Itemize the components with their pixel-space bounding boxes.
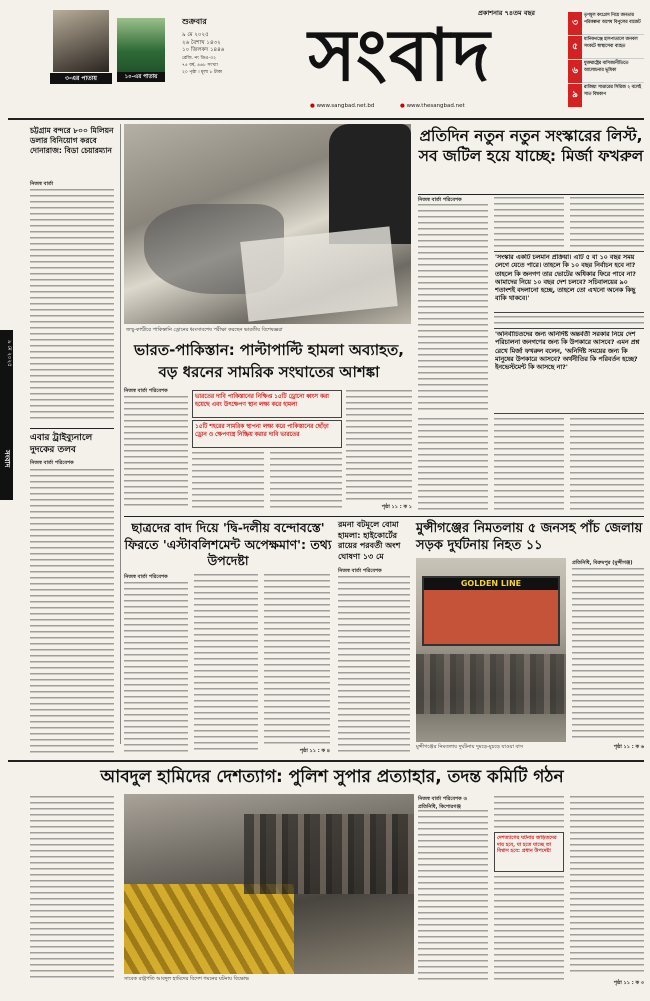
issue-no: ৭৫ বর্ষ, ৪৬৮ সংখ্যা (182, 62, 218, 68)
lead-body-7 (570, 418, 644, 514)
date-en: ৯ মে ২০২৫ (182, 32, 209, 38)
hamid-quote-box (494, 832, 564, 872)
bus (422, 576, 560, 646)
indiapak-box-2 (192, 420, 342, 448)
students-body-2 (194, 574, 258, 754)
hamid-caption: সাবেক রাষ্ট্রপতি আবদুল হামিদের বিদেশ গমনের ঘটনায় বিক্ষোভ (124, 976, 250, 982)
index-text: তৃণমূল কংগ্রেস নিয়ে জনতার পরিকল্পনা অশেষ বিপুলের বাজেট (582, 12, 644, 35)
lead-byline: নিজস্ব বার্তা পরিবেশক (418, 197, 462, 203)
index-text: যুক্তরাষ্ট্রের বাণিজ্যনীতিতে আলোচনার ভূমিকা (582, 60, 644, 83)
hamid-body-4 (570, 796, 644, 976)
students-headline[interactable]: ছাত্রদের বাদ দিয়ে 'দ্বি-দলীয় বন্দোবস্তে' ফিরতে 'এস্টাবলিশমেন্ট অপেক্ষমাণ': তথ্য উপদেষ্টা (124, 520, 332, 568)
ramna-headline[interactable]: রমনা বটমূলে বোমা হামলা: হাইকোর্টের রায়ের পরবর্তী অংশ ঘোষণা ১৩ মে (338, 520, 401, 561)
bus-sign: GOLDEN LINE (424, 578, 558, 590)
index-item[interactable] (568, 84, 644, 107)
indiapak-box-2-text: ১৫টি শহরের সামরিক স্থাপনা লক্ষ্য করে পাকিস্তানের ছোঁড়া ড্রোন ও ক্ষেপণাস্ত্র নিষ্ক্রিয় করার দাবি ভারতের (195, 424, 329, 438)
side-brand: সংবাদ (3, 450, 11, 468)
reg-no: রেজি. নং ডিএ-৩২ (182, 55, 217, 61)
website-2-text: www.thesangbad.net (406, 103, 465, 109)
promo-photo-mid (117, 18, 165, 78)
indiapak-body-2 (192, 452, 264, 510)
crowd (416, 654, 566, 714)
accident-headline[interactable]: মুন্সীগঞ্জের নিমতলায় ৫ জনসহ পাঁচ জেলায় সড়ক দুর্ঘটনায় নিহত ১১ (416, 521, 643, 553)
ramna-byline: নিজস্ব বার্তা পরিবেশক (338, 568, 382, 574)
indiapak-cont[interactable]: পৃষ্ঠা ১১ : ক ১ (381, 504, 412, 510)
promo-left-byline: নিজস্ব বার্তা (30, 181, 54, 187)
accident-cont[interactable]: পৃষ্ঠা ১১ : ক ৬ (613, 744, 644, 750)
date-block (182, 16, 244, 76)
promo-label-mid[interactable]: ১০-এর পাতায় (117, 72, 165, 82)
students-body-1 (124, 582, 188, 754)
ramna-body (338, 576, 410, 754)
website-2[interactable] (400, 103, 465, 109)
index-item[interactable] (568, 36, 644, 59)
indiapak-headline-1[interactable]: ভারত-পাকিস্তান: পাল্টাপাল্টি হামলা অব্যাহত, (134, 341, 404, 359)
price: ২০ পৃষ্ঠা । মূল্য ৮ টাকা (182, 69, 223, 75)
lead-body-6 (494, 418, 564, 514)
index-number: ৯ (568, 84, 582, 107)
hamid-byline: নিজস্ব বার্তা পরিবেশক ও প্রতিনিধি, কিশোরগঞ্জ (418, 796, 468, 810)
indiapak-byline: নিজস্ব বার্তা পরিবেশক (124, 388, 168, 394)
tribunal-headline[interactable]: এবার ট্রাইব্যুনালে দুদকের তলব (30, 433, 93, 455)
lead-pullquote-2 (494, 328, 644, 414)
date-bn: ২৬ বৈশাখ ১৪৩২ (182, 39, 221, 46)
hamid-quote-text: দেশত্যাগের ঘটনায় জড়িতদের দায় হবে, যা হতে যাচ্ছে তা বিশ্বাস হবে: প্রধান উপদেষ্টা (497, 835, 557, 855)
tribunal-rule (30, 428, 114, 429)
lead-pullquote-1 (494, 251, 644, 313)
lead-body-2 (494, 197, 564, 249)
lead-pullquote-1-text: 'সংস্কার একটি চলমান প্রক্রিয়া। এটি ৫ বা ১০ বছর সময় লেগে যেতে পারে। তাহলে কি ১০ বছর নির্বাচন হবে না? তাহলে কি জনগণ তার ভোটের অধিকার ফিরে পাবে না? আমাদের নিয়ে ১০ বছর দেশ চলবে? সচিবালয়ের ৯০ শতাংশই বদলানো হচ্ছে, তাহলে তো এখনো অনেক কিছু বাকি থাকবে।' (495, 254, 636, 303)
tribunal-body (30, 469, 114, 757)
students-cont[interactable]: পৃষ্ঠা ১১ : ক ৪ (299, 748, 330, 754)
students-byline: নিজস্ব বার্তা পরিবেশক (124, 574, 168, 580)
accident-byline: প্রতিনিধি, বিক্রমপুর (মুন্সীগঞ্জ) (572, 560, 633, 566)
masthead (0, 0, 650, 122)
side-date-strip (0, 330, 13, 500)
drone-photo (124, 124, 411, 324)
hamid-left-body (30, 796, 114, 982)
photo-figure (329, 124, 411, 244)
barricade (124, 884, 294, 974)
globe-icon: ● (310, 103, 315, 109)
indiapak-box-1 (192, 390, 342, 418)
indiapak-body-1 (124, 396, 188, 510)
lead-body-1 (418, 204, 488, 412)
mid-rule (124, 516, 644, 517)
students-body-3 (264, 574, 330, 746)
day: শুক্রবার (182, 17, 207, 26)
promo-label-left[interactable]: ৩-এর পাতায় (50, 73, 112, 84)
lead-pullquote-2-text: 'অনির্বাচিতদের জন্য অনির্দিষ্ট অন্তর্বর্তী সরকার নিয়ে দেশ পরিচালনা জনগণের জন্য কি উপকারে আসবে? এমন প্রশ্ন রেখে মির্জা ফখরুল বলেন, 'অনির্দিষ্ট সময়ের জন্য কি মানুষের উপকারে আসবে? অর্থনীতির কি পরিবর্তন হচ্ছে? ইনভেস্টমেন্ট কি আসছে না?' (495, 331, 640, 372)
hamid-headline[interactable]: আবদুল হামিদের দেশত্যাগ: পুলিশ সুপার প্রত্যাহার, তদন্ত কমিটি গঠন (100, 767, 564, 787)
date-hijri: ১০ জিলকদ ১৪৪৬ (182, 47, 225, 53)
lead-body-4 (494, 316, 644, 326)
website-1[interactable] (310, 103, 374, 109)
index-text: মানিকগঞ্জে হাসপাতালে জনবল সংকটে স্বাস্থ্যসেবা ব্যাহত (582, 36, 644, 59)
website-1-text: www.sangbad.net.bd (316, 103, 375, 109)
hamid-photo (124, 794, 414, 974)
promo-left-body (30, 189, 114, 421)
hamid-cont[interactable]: পৃষ্ঠা ১১ : ক ৩ (613, 980, 644, 986)
drone-photo-caption: জম্মু-কাশ্মীরে পাকিস্তানি ড্রোনের ধ্বংসাবশেষ পরীক্ষা করছেন ভারতীয় বিশেষজ্ঞরা (126, 327, 283, 333)
bottom-rule (8, 760, 644, 762)
index-number: ৬ (568, 60, 582, 83)
index-number: ৩ (568, 12, 582, 35)
index-box (568, 12, 644, 106)
index-text: রাজিয়া সাত্তারের সিরিজ ২ বলেই সাত বিশ্বকাপ (584, 85, 642, 97)
index-item[interactable] (568, 60, 644, 83)
photo-sheet (240, 226, 398, 321)
index-number: ৫ (568, 36, 582, 59)
index-item[interactable] (568, 12, 644, 35)
accident-photo (416, 558, 566, 742)
indiapak-body-4 (346, 390, 412, 502)
lead-body-5 (418, 418, 488, 514)
globe-icon: ● (400, 103, 405, 109)
hamid-body-2 (494, 796, 564, 830)
indiapak-headline-2[interactable]: বড় ধরনের সামরিক সংঘাতের আশঙ্কা (158, 363, 380, 381)
masthead-rule (8, 118, 644, 120)
crowd (244, 814, 414, 894)
lead-headline[interactable]: প্রতিদিন নতুন নতুন সংস্কারের লিস্ট, সব জটিল হয়ে যাচ্ছে: মির্জা ফখরুল (418, 127, 644, 165)
tagline: প্রকাশনার ৭৪তম বছর (477, 9, 535, 17)
accident-body (572, 568, 644, 740)
indiapak-box-1-text: ভারতের দাবি পাকিস্তানের নিক্ষিপ্ত ১৫টি ড্রোনো ধ্বংস করা হয়েছে এবং উৎক্ষেপণ স্থান লক্ষ্য করে হামলা (195, 394, 329, 408)
indiapak-body-3 (270, 452, 342, 510)
accident-caption: মুন্সীগঞ্জের নিমতলায় দুর্ঘটনায় দুমড়ে-মুচড়ে যাওয়া বাস (416, 744, 524, 750)
side-date: ৯ মে ২০২৫ (6, 340, 12, 367)
promo-photo-left (53, 10, 109, 72)
hamid-body-3 (494, 876, 564, 982)
tribunal-byline: নিজস্ব বার্তা পরিবেশক (30, 460, 74, 466)
promo-left-headline[interactable]: চট্টগ্রাম বন্দরে ৮০০ মিলিয়ন ডলার বিনিয়োগ করবে দোনারাজ: বিডা চেয়ারম্যান (30, 126, 114, 155)
column-divider (120, 124, 121, 744)
hamid-body-1 (418, 810, 488, 982)
newspaper-title[interactable]: সংবাদ (308, 13, 492, 97)
lead-rule (418, 194, 644, 195)
lead-body-3 (570, 197, 644, 249)
